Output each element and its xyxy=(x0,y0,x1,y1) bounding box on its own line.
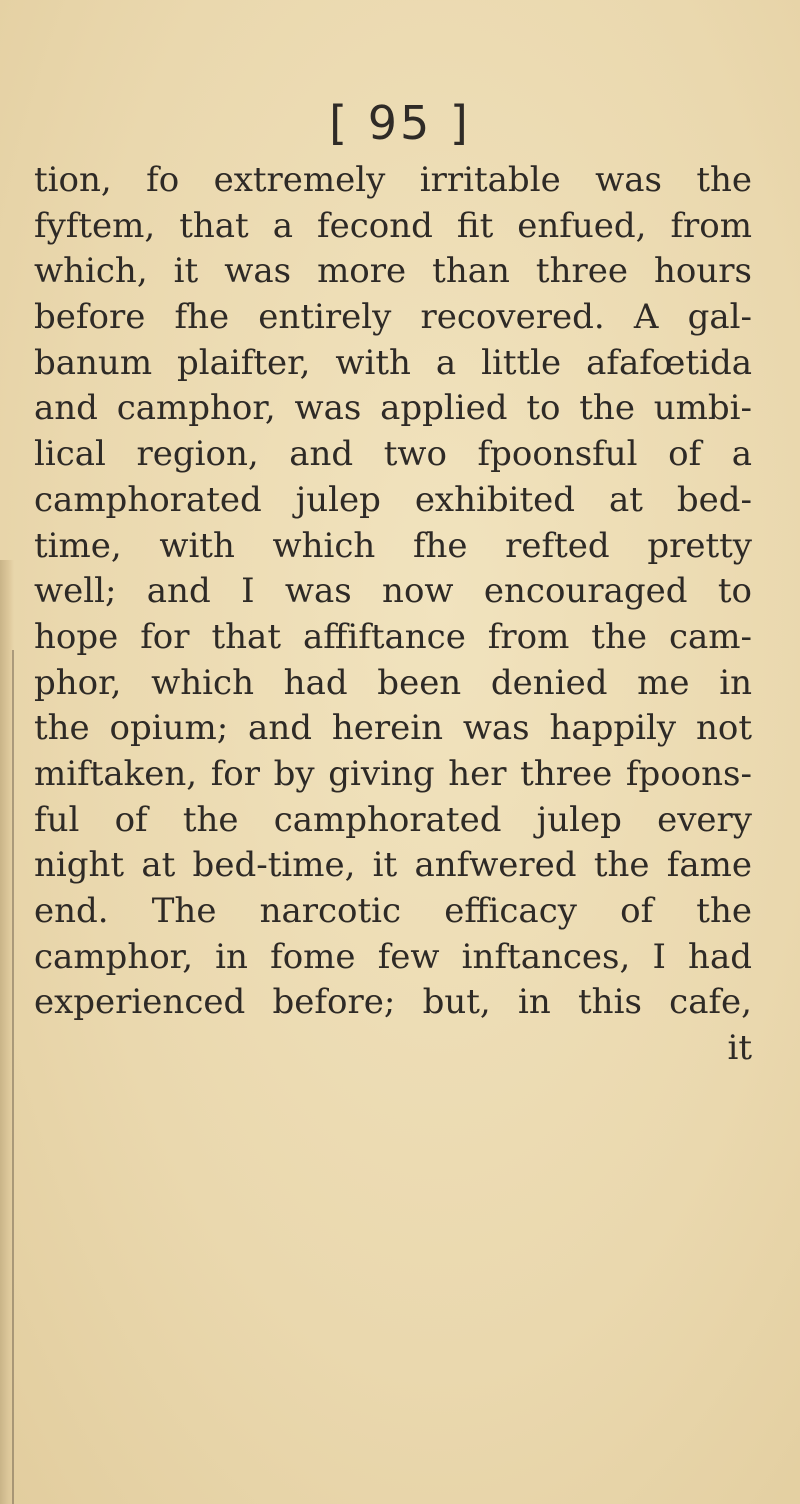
page-number-header: [ 95 ] xyxy=(329,96,471,150)
text-line: night at bed-time, it anfwered the fame xyxy=(34,845,752,886)
text-line: camphorated julep exhibited at bed- xyxy=(34,479,752,520)
text-line: hope for that affiftance from the cam- xyxy=(34,616,752,657)
text-line: and camphor, was applied to the umbi- xyxy=(34,388,752,429)
text-line: end. The narcotic efficacy of the xyxy=(34,891,752,931)
text-line: camphor, in fome few inftances, I had xyxy=(34,936,752,977)
text-line: banum plaifter, with a little afafœtida xyxy=(34,342,752,383)
text-line: time, with which fhe refted pretty xyxy=(34,525,752,566)
text-line: which, it was more than three hours xyxy=(34,251,752,292)
catchword: it xyxy=(727,1028,752,1069)
body-text xyxy=(34,158,752,1072)
text-line: well; and I was now encouraged to xyxy=(34,571,752,612)
text-line: experienced before; but, in this cafe, xyxy=(34,982,752,1023)
text-line: lical region, and two fpoonsful of a xyxy=(34,434,752,475)
text-line: before fhe entirely recovered. A gal- xyxy=(34,297,752,338)
text-line: tion, fo extremely irritable was the xyxy=(34,160,752,200)
text-line: phor, which had been denied me in xyxy=(34,662,752,703)
text-line: fyftem, that a fecond fit enfued, from xyxy=(34,205,752,246)
text-line: the opium; and herein was happily not xyxy=(34,708,752,749)
text-line: ful of the camphorated julep every xyxy=(34,799,752,840)
text-line: miftaken, for by giving her three fpoons- xyxy=(34,753,752,794)
binding-edge xyxy=(12,650,14,1504)
